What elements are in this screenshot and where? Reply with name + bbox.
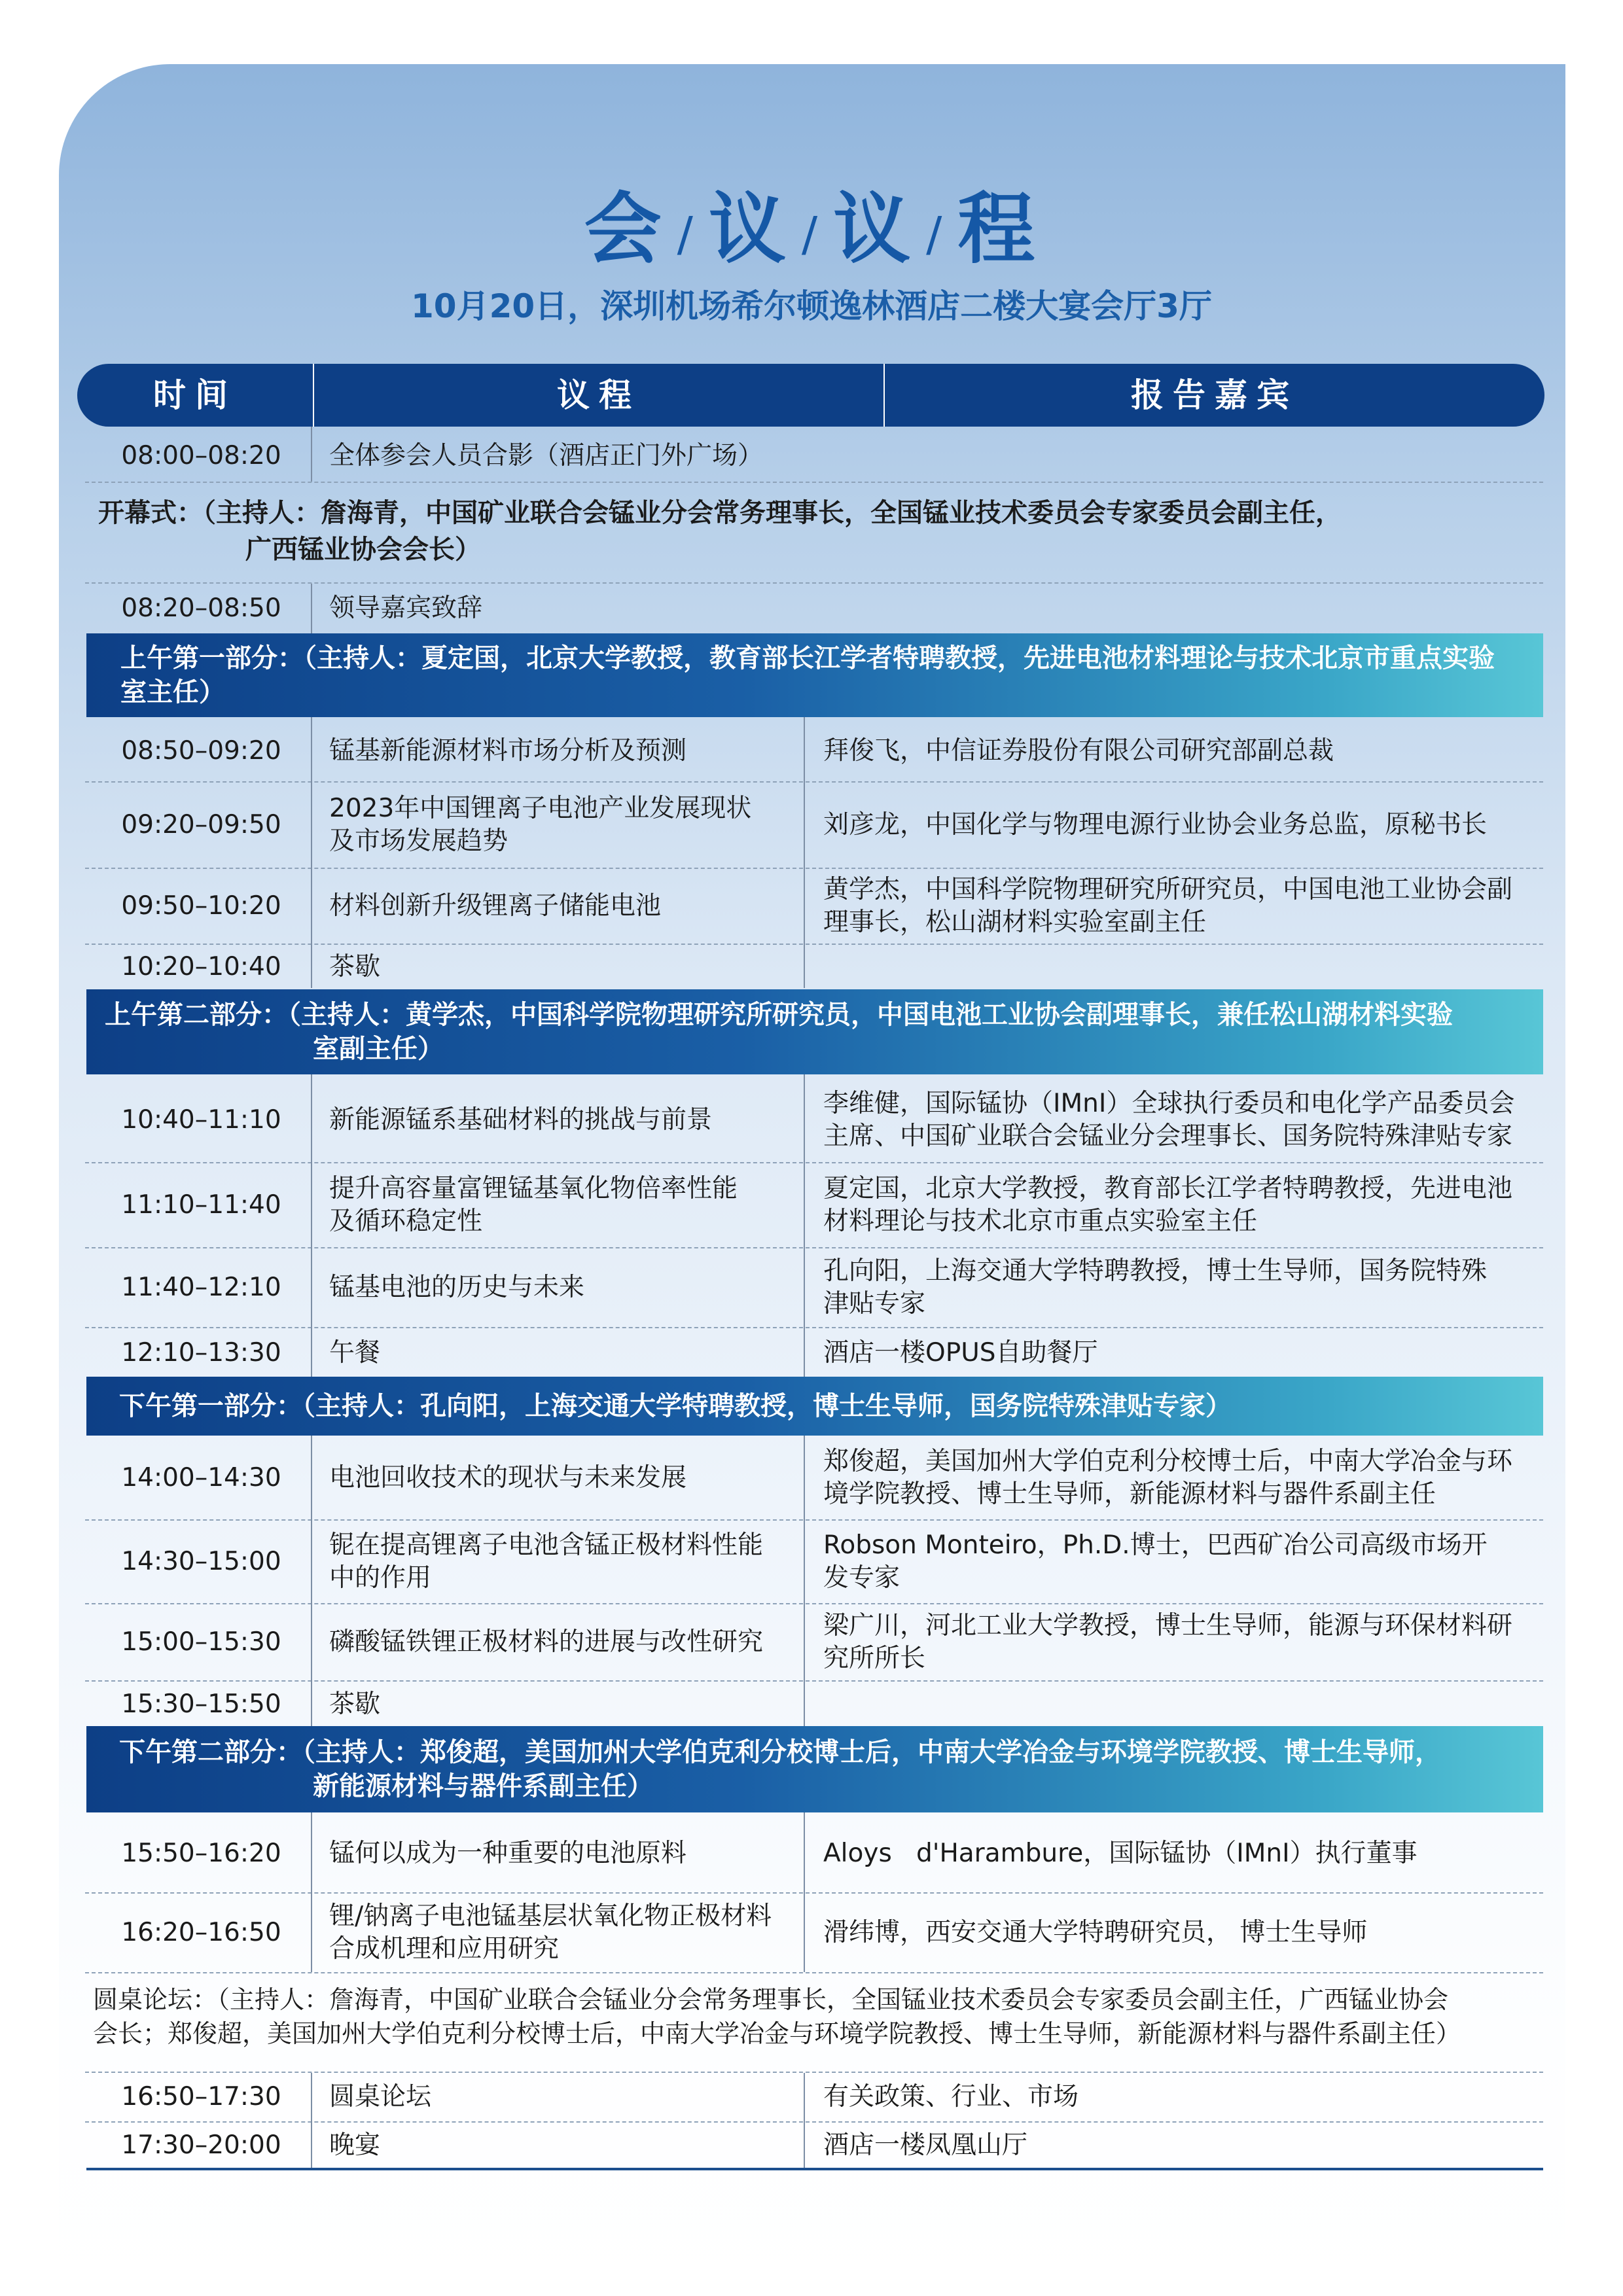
roundtable-line: 会长；郑俊超，美国加州大学伯克利分校博士后，中南大学冶金与环境学院教授、博士生导师，新能源材料与器件系副主任） [93,2019,1461,2048]
column-divider [804,1074,805,1377]
topic-line: 2023年中国锂离子电池产业发展现状 [329,794,752,823]
row-speaker [823,1080,1550,1161]
speaker-line: 主席、中国矿业联合会锰业分会理事长、国务院特殊津贴专家 [823,1122,1513,1151]
column-divider [804,2073,805,2168]
row-divider [85,1162,1543,1163]
speaker-line: 黄学杰，中国科学院物理研究所研究员，中国电池工业协会副 [823,875,1513,904]
row-time: 09:50–10:20 [121,891,281,921]
opening-ceremony-note [98,495,1544,568]
row-topic: 午餐 [329,1338,381,1368]
row-topic: 电池回收技术的现状与未来发展 [329,1463,687,1492]
column-divider [311,2073,312,2168]
row-speaker [823,1165,1550,1246]
row-speaker: 酒店一楼OPUS自助餐厅 [823,1338,1098,1368]
row-time: 09:20–09:50 [121,810,281,839]
row-divider [85,2072,1543,2073]
title-char: 会 [584,184,666,274]
roundtable-line: 圆桌论坛：（主持人：詹海青，中国矿业联合会锰业分会常务理事长，全国锰业技术委员会专家委员会副主任，广西锰业协会 [93,1985,1449,2014]
speaker-line: 郑俊超，美国加州大学伯克利分校博士后，中南大学冶金与环 [823,1447,1513,1476]
topic-line: 铌在提高锂离子电池含锰正极材料性能 [329,1530,764,1560]
row-time: 15:00–15:30 [121,1627,281,1657]
row-topic: 磷酸锰铁锂正极材料的进展与改性研究 [329,1627,764,1657]
column-divider [311,1074,312,1377]
row-divider [85,1892,1543,1894]
row-divider [85,1247,1543,1248]
row-divider [85,482,1543,483]
column-divider [311,1812,312,1972]
title-char: 议 [708,184,790,274]
row-topic: 茶歇 [329,952,381,981]
banner-line: 上午第二部分：（主持人：黄学杰，中国科学院物理研究所研究员，中国电池工业协会副理事长，兼任松山湖材料实验 [105,1000,1453,1030]
topic-line: 提升高容量富锂锰基氧化物倍率性能 [329,1174,738,1203]
column-divider [804,1812,805,1972]
row-speaker [823,1250,1550,1326]
row-divider [85,1603,1543,1604]
row-time: 10:20–10:40 [121,952,281,981]
row-time: 16:50–17:30 [121,2082,281,2111]
session-banner-morning-2 [86,989,1543,1074]
row-speaker [823,1606,1550,1679]
column-divider [311,427,312,482]
banner-line: 室主任） [120,677,225,707]
row-speaker: 有关政策、行业、市场 [823,2082,1079,2111]
speaker-line: 境学院教授、博士生导师，新能源材料与器件系副主任 [823,1479,1436,1509]
row-speaker: Aloys d'Harambure，国际锰协（IMnI）执行董事 [823,1839,1418,1868]
speaker-line: 津贴专家 [823,1289,926,1318]
row-topic: 全体参会人员合影（酒店正门外广场） [329,441,764,470]
row-speaker: 酒店一楼凤凰山厅 [823,2130,1028,2160]
row-topic [329,784,800,866]
table-bottom-rule [86,2168,1543,2170]
page-subtitle: 10月20日，深圳机场希尔顿逸林酒店二楼大宴会厅3厅 [411,287,1212,325]
row-time: 10:40–11:10 [121,1105,281,1135]
header-topic: 议程 [557,376,641,414]
topic-line: 合成机理和应用研究 [329,1934,560,1964]
table-header [77,364,1544,427]
column-divider [311,717,312,988]
row-speaker [823,870,1550,942]
column-divider [311,584,312,633]
speaker-line: 理事长，松山湖材料实验室副主任 [823,908,1207,937]
header-speaker: 报告嘉宾 [1131,376,1298,414]
row-time: 15:30–15:50 [121,1689,281,1719]
row-topic: 晚宴 [329,2130,381,2160]
row-topic: 材料创新升级锂离子储能电池 [329,891,662,921]
speaker-line: 梁广川，河北工业大学教授，博士生导师，能源与环保材料研 [823,1611,1513,1640]
row-time: 12:10–13:30 [121,1338,281,1368]
column-divider [804,1436,805,1726]
row-divider [85,1519,1543,1521]
speaker-line: 夏定国，北京大学教授，教育部长江学者特聘教授，先进电池 [823,1174,1513,1203]
row-speaker [823,1522,1550,1602]
row-speaker: 刘彦龙，中国化学与物理电源行业协会业务总监，原秘书长 [823,810,1488,839]
speaker-line: Robson Monteiro，Ph.D.博士，巴西矿冶公司高级市场开 [823,1530,1488,1560]
row-time: 14:00–14:30 [121,1463,281,1492]
row-time: 08:20–08:50 [121,593,281,623]
banner-line: 上午第一部分：（主持人：夏定国，北京大学教授，教育部长江学者特聘教授，先进电池材料理论与技术北京市重点实验 [120,643,1495,673]
title-separator: / [801,207,822,262]
row-time: 08:50–09:20 [121,736,281,766]
session-banner-morning-1 [86,633,1543,717]
title-separator: / [677,207,697,262]
row-time: 16:20–16:50 [121,1918,281,1947]
topic-line: 锂/钠离子电池锰基层状氧化物正极材料 [329,1901,772,1931]
column-divider [311,1436,312,1726]
row-time: 11:40–12:10 [121,1273,281,1302]
row-divider [85,1327,1543,1328]
row-time: 08:00–08:20 [121,441,281,470]
row-divider [85,781,1543,783]
row-topic: 锰基新能源材料市场分析及预测 [329,736,687,766]
title-char: 议 [833,184,915,274]
row-topic [329,1895,800,1971]
row-time: 14:30–15:00 [121,1547,281,1576]
speaker-line: 李维健，国际锰协（IMnI）全球执行委员和电化学产品委员会 [823,1089,1515,1118]
row-divider [85,582,1543,584]
row-topic: 茶歇 [329,1689,381,1719]
session-banner-afternoon-1 [86,1377,1543,1436]
row-divider [85,1680,1543,1682]
row-time: 15:50–16:20 [121,1839,281,1868]
row-divider [85,868,1543,869]
title-char: 程 [957,184,1039,274]
title-separator: / [926,207,946,262]
roundtable-note [93,1983,1539,2051]
header-time: 时间 [153,376,237,414]
row-divider [85,1972,1543,1973]
row-divider [85,944,1543,945]
banner-line: 室副主任） [313,1034,444,1064]
column-divider [804,717,805,988]
page-title [0,167,1623,278]
row-topic: 领导嘉宾致辞 [329,593,483,623]
row-time: 11:10–11:40 [121,1190,281,1220]
row-speaker [823,1438,1550,1518]
row-topic: 锰基电池的历史与未来 [329,1273,585,1302]
row-topic [329,1165,800,1246]
row-topic: 新能源锰系基础材料的挑战与前景 [329,1105,713,1135]
speaker-line: 材料理论与技术北京市重点实验室主任 [823,1207,1258,1236]
topic-line: 及循环稳定性 [329,1207,483,1236]
topic-line: 及市场发展趋势 [329,826,508,856]
banner-line: 新能源材料与器件系副主任） [313,1771,653,1801]
speaker-line: 发专家 [823,1563,901,1593]
opening-line: 开幕式：（主持人：詹海青，中国矿业联合会锰业分会常务理事长，全国锰业技术委员会专家委员会副主任， [98,498,1342,528]
session-banner-afternoon-2 [86,1726,1543,1812]
row-topic: 圆桌论坛 [329,2082,432,2111]
row-topic: 锰何以成为一种重要的电池原料 [329,1839,687,1868]
row-topic [329,1522,800,1602]
row-time: 17:30–20:00 [121,2130,281,2160]
speaker-line: 孔向阳，上海交通大学特聘教授，博士生导师，国务院特殊 [823,1256,1488,1286]
banner-line: 下午第一部分：（主持人：孔向阳，上海交通大学特聘教授，博士生导师，国务院特殊津贴专家） [119,1391,1232,1421]
row-speaker: 拜俊飞，中信证券股份有限公司研究部副总裁 [823,736,1334,766]
row-divider [85,2121,1543,2123]
banner-line: 下午第二部分：（主持人：郑俊超，美国加州大学伯克利分校博士后，中南大学冶金与环境学院教授、博士生导师， [119,1737,1441,1767]
speaker-line: 究所所长 [823,1644,926,1673]
row-speaker: 滑纬博，西安交通大学特聘研究员， 博士生导师 [823,1918,1368,1947]
topic-line: 中的作用 [329,1563,432,1593]
opening-line: 广西锰业协会会长） [245,535,481,565]
